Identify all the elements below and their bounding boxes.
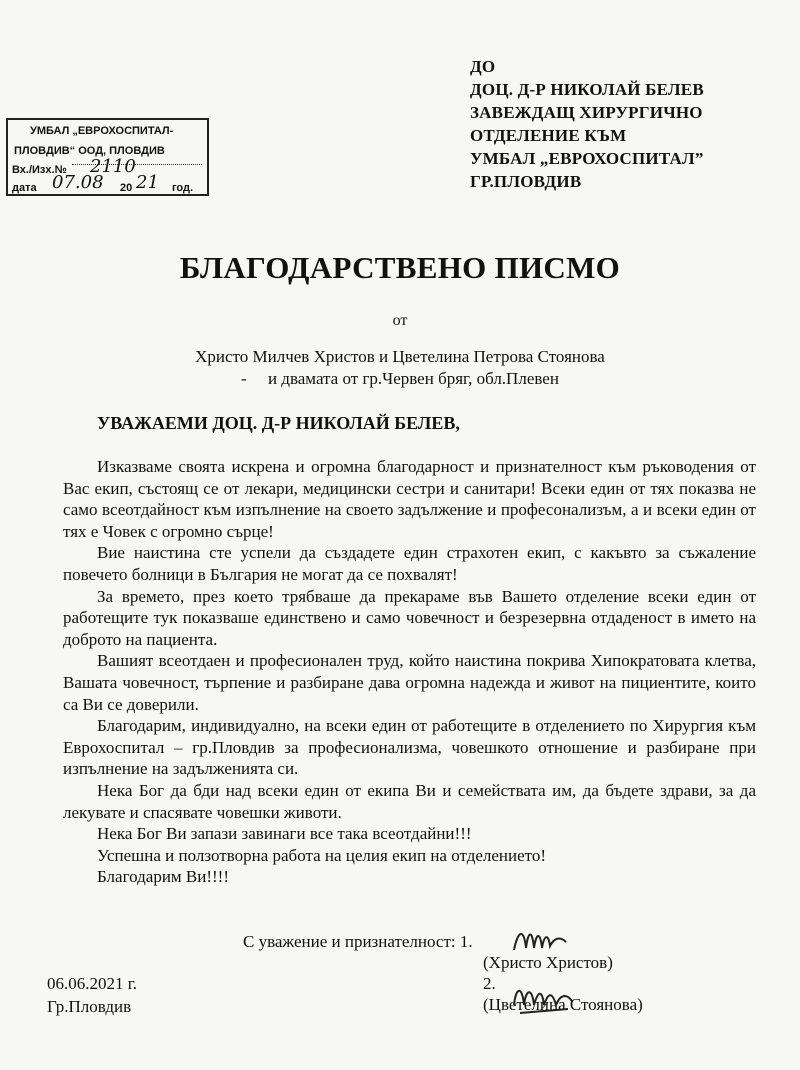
letter-date: 06.06.2021 г. bbox=[47, 974, 138, 993]
addressee-block bbox=[470, 55, 704, 193]
body-paragraph: За времето, през което трябваше да прекараме във Вашето отделение всеки един от работещите тук показваше единствено и само човечност и безрезервна отдаденост в името на доброто на пациента. bbox=[63, 586, 756, 649]
closing-line: С уважение и признателност: 1. bbox=[243, 932, 473, 951]
stamp-year-suffix: год. bbox=[172, 182, 194, 194]
stamp-number-label: Вх./Изх.№ bbox=[12, 164, 67, 176]
body-paragraph: Благодарим, индивидуално, на всеки един от работещите в отделението по Хирургия към Еврохоспитал – гр.Пловдив за професионализма, човешкото отношение и разбиране при изпълнение на задълженията си. bbox=[63, 716, 756, 779]
addressee-line: УМБАЛ „ЕВРОХОСПИТАЛ” bbox=[470, 149, 704, 168]
body-paragraph: Вашият всеотдаен и професионален труд, който наистина покрива Хипократовата клетва, Вашата човечност, търпение и разбиране дава огромна надежда и живот на пициентите, които са Ви се доверили. bbox=[63, 651, 756, 714]
addressee-line: ДО bbox=[470, 57, 496, 76]
stamp-number-value: 2110 bbox=[90, 156, 136, 177]
signer-2-number: 2. bbox=[483, 974, 496, 993]
senders-line-1: Христо Милчев Христов и Цветелина Петрова Стоянова bbox=[195, 347, 605, 366]
body-paragraph: Вие наистина сте успели да създадете един страхотен екип, с какъвто за съжаление повечето болници в България не могат да се похвалят! bbox=[63, 543, 756, 584]
stamp-line-2: ПЛОВДИВ“ ООД, ПЛОВДИВ bbox=[14, 145, 165, 157]
signer-2-name: (Цветелина Стоянова) bbox=[483, 995, 643, 1014]
body-paragraph: Нека Бог да бди над всеки един от екипа Ви и семействата им, да бъдете здрави, за да лекувате и спасявате човешки животи. bbox=[63, 780, 756, 822]
stamp-date-label: дата bbox=[12, 182, 37, 194]
addressee-line: ГР.ПЛОВДИВ bbox=[470, 172, 582, 191]
stamp-year-value: 21 bbox=[136, 172, 159, 193]
stamp-line-1: УМБАЛ „ЕВРОХОСПИТАЛ- bbox=[30, 125, 174, 137]
registration-stamp bbox=[6, 118, 209, 196]
date-place bbox=[47, 972, 137, 1018]
senders-block bbox=[0, 346, 800, 390]
from-label: от bbox=[392, 312, 408, 329]
addressee-line: ДОЦ. Д-Р НИКОЛАЙ БЕЛЕВ bbox=[470, 80, 704, 99]
letter-place: Гр.Пловдив bbox=[47, 997, 132, 1016]
senders-line-2: - и двамата от гр.Червен бряг, обл.Плевен bbox=[241, 369, 559, 388]
signer-1-name: (Христо Христов) bbox=[483, 953, 613, 972]
body-short-line: Благодарим Ви!!!! bbox=[97, 867, 230, 887]
stamp-year-prefix: 20 bbox=[120, 182, 133, 194]
addressee-line: ОТДЕЛЕНИЕ КЪМ bbox=[470, 126, 627, 145]
body-short-line: Нека Бог Ви запази завинаги все така всеотдайни!!! bbox=[97, 824, 472, 844]
stamp-date-value: 07.08 bbox=[52, 172, 104, 193]
signature-2 bbox=[510, 975, 580, 1025]
letter-body bbox=[63, 456, 756, 888]
body-paragraph: Изказваме своята искрена и огромна благодарност и признателност към ръководения от Вас екип, състоящ се от лекари, медицински сестри и санитари! Всеки един от тях показва не само всеотдайност към изпълнение на своето задължение и професонализъм, а и всеки един от тях е Човек с огромно сърце! bbox=[63, 457, 756, 541]
letter-title: БЛАГОДАРСТВЕНО ПИСМО bbox=[179, 250, 621, 285]
body-short-line: Успешна и ползотворна работа на целия екип на отделението! bbox=[97, 845, 547, 865]
addressee-line: ЗАВЕЖДАЩ ХИРУРГИЧНО bbox=[470, 103, 703, 122]
stamp-line-4 bbox=[12, 172, 194, 194]
salutation: УВАЖАЕМИ ДОЦ. Д-Р НИКОЛАЙ БЕЛЕВ, bbox=[97, 413, 460, 433]
